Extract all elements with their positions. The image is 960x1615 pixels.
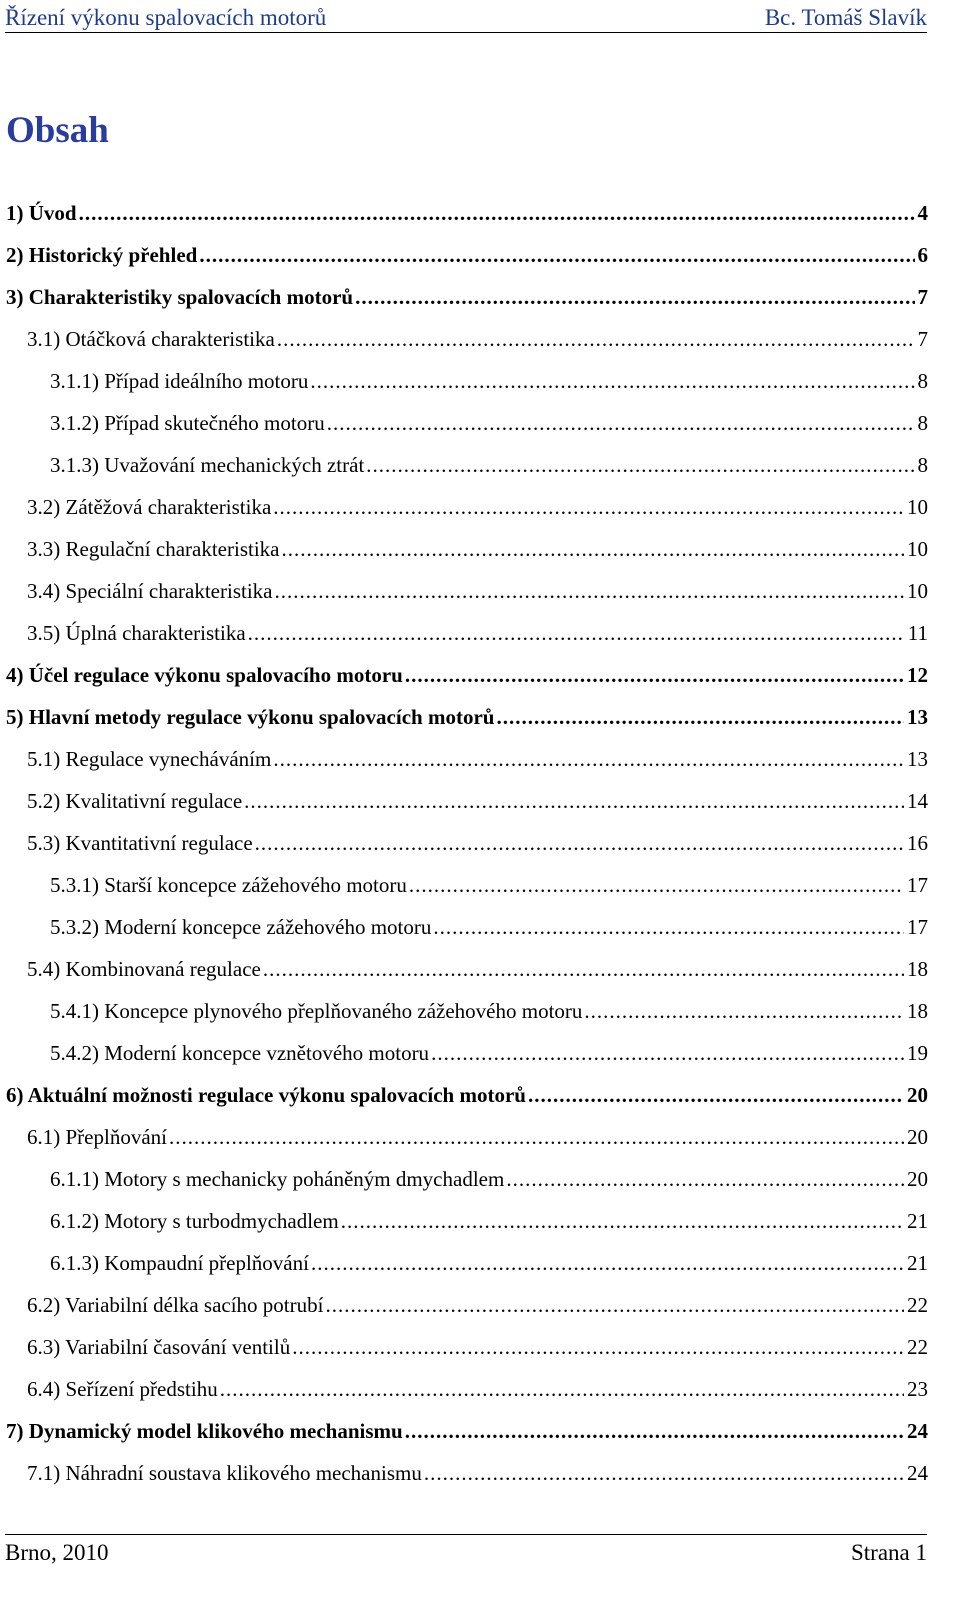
dot-leader: [405, 1410, 904, 1452]
toc-entry-page: 8: [917, 453, 928, 477]
toc-entry-label: 5.3.2) Moderní koncepce zážehového motoru: [50, 915, 432, 939]
dot-leader: [244, 780, 904, 822]
toc-entry-label: 3.4) Speciální charakteristika: [27, 579, 273, 603]
toc-entry-label: 6.2) Variabilní délka sacího potrubí: [27, 1293, 324, 1317]
toc-entry-label: 6.1.2) Motory s turbodmychadlem: [50, 1209, 339, 1233]
toc-entry[interactable]: [0, 486, 928, 528]
toc-entry[interactable]: [0, 276, 928, 318]
toc-entry[interactable]: [0, 990, 928, 1032]
toc-entry[interactable]: [0, 1368, 928, 1410]
toc-entry-page: 23: [907, 1377, 928, 1401]
toc-entry[interactable]: [0, 570, 928, 612]
toc-entry[interactable]: [0, 1326, 928, 1368]
dot-leader: [220, 1368, 904, 1410]
dot-leader: [409, 864, 904, 906]
dot-leader: [355, 276, 914, 318]
dot-leader: [169, 1116, 904, 1158]
toc-entry-label: 3.5) Úplná charakteristika: [27, 621, 246, 645]
toc-entry-label: 3.1.3) Uvažování mechanických ztrát: [50, 453, 365, 477]
dot-leader: [310, 360, 914, 402]
toc-entry-label: 4) Účel regulace výkonu spalovacího motoru: [6, 663, 403, 687]
toc-entry[interactable]: [0, 360, 928, 402]
dot-leader: [584, 990, 904, 1032]
dot-leader: [366, 444, 914, 486]
toc-entry-label: 3.1.2) Případ skutečného motoru: [50, 411, 325, 435]
toc-entry-page: 16: [907, 831, 928, 855]
page-footer: [5, 1534, 927, 1564]
toc-entry-page: 8: [917, 411, 928, 435]
toc-entry-label: 3.1.1) Případ ideálního motoru: [50, 369, 309, 393]
toc-entry-label: 5.1) Regulace vynecháváním: [27, 747, 272, 771]
toc-entry[interactable]: [0, 1116, 928, 1158]
toc-entry-label: 5.3) Kvantitativní regulace: [27, 831, 253, 855]
toc-entry[interactable]: [0, 906, 928, 948]
toc-entry-page: 21: [907, 1251, 928, 1275]
toc-entry-label: 6.1) Přeplňování: [27, 1125, 167, 1149]
toc-entry-page: 20: [907, 1167, 928, 1191]
toc-entry[interactable]: [0, 1032, 928, 1074]
toc-entry-page: 18: [907, 999, 928, 1023]
dot-leader: [424, 1452, 904, 1494]
toc-entry-label: 3.2) Zátěžová charakteristika: [27, 495, 272, 519]
toc-entry-page: 14: [907, 789, 928, 813]
toc-entry-page: 7: [917, 327, 928, 351]
toc-entry-label: 6.1.3) Kompaudní přeplňování: [50, 1251, 309, 1275]
page-title: Obsah: [6, 110, 109, 151]
toc-entry[interactable]: [0, 612, 928, 654]
dot-leader: [405, 654, 904, 696]
toc-entry-label: 2) Historický přehled: [6, 243, 198, 267]
toc-entry-page: 13: [907, 747, 928, 771]
toc-entry-label: 5) Hlavní metody regulace výkonu spalovacích motorů: [6, 705, 495, 729]
toc-entry-page: 17: [907, 915, 928, 939]
document-title: Řízení výkonu spalovacích motorů: [5, 5, 327, 30]
toc-entry[interactable]: [0, 234, 928, 276]
toc-entry[interactable]: [0, 738, 928, 780]
dot-leader: [341, 1200, 904, 1242]
toc-entry[interactable]: [0, 1074, 928, 1116]
toc-entry-page: 12: [907, 663, 928, 687]
dot-leader: [248, 612, 905, 654]
toc-entry[interactable]: [0, 528, 928, 570]
toc-entry-page: 10: [907, 537, 928, 561]
toc-entry-label: 6.1.1) Motory s mechanicky poháněným dmychadlem: [50, 1167, 505, 1191]
dot-leader: [273, 486, 904, 528]
dot-leader: [263, 948, 904, 990]
toc-entry[interactable]: [0, 654, 928, 696]
toc-entry[interactable]: [0, 822, 928, 864]
toc-entry-page: 17: [907, 873, 928, 897]
toc-entry-label: 5.4.1) Koncepce plynového přeplňovaného zážehového motoru: [50, 999, 583, 1023]
toc-entry[interactable]: [0, 780, 928, 822]
table-of-contents: [0, 192, 928, 1494]
dot-leader: [327, 402, 915, 444]
toc-entry[interactable]: [0, 1410, 928, 1452]
toc-entry[interactable]: [0, 444, 928, 486]
toc-entry[interactable]: [0, 1242, 928, 1284]
dot-leader: [199, 234, 914, 276]
toc-entry-label: 5.4.2) Moderní koncepce vznětového motoru: [50, 1041, 430, 1065]
dot-leader: [273, 738, 904, 780]
dot-leader: [79, 192, 915, 234]
toc-entry-page: 19: [907, 1041, 928, 1065]
dot-leader: [506, 1158, 904, 1200]
toc-entry[interactable]: [0, 402, 928, 444]
toc-entry-page: 20: [907, 1125, 928, 1149]
toc-entry[interactable]: [0, 1200, 928, 1242]
toc-entry-label: 5.2) Kvalitativní regulace: [27, 789, 243, 813]
page-number: Strana 1: [850, 1540, 927, 1565]
dot-leader: [255, 822, 904, 864]
toc-entry-page: 24: [907, 1461, 928, 1485]
toc-entry-page: 10: [907, 579, 928, 603]
author-name: Bc. Tomáš Slavík: [764, 5, 927, 30]
dot-leader: [292, 1326, 904, 1368]
dot-leader: [275, 570, 905, 612]
toc-entry[interactable]: [0, 1452, 928, 1494]
toc-entry-label: 6) Aktuální možnosti regulace výkonu spalovacích motorů: [6, 1083, 526, 1107]
toc-entry-page: 20: [907, 1083, 928, 1107]
toc-entry-page: 11: [907, 621, 928, 645]
toc-entry-label: 7) Dynamický model klikového mechanismu: [6, 1419, 403, 1443]
toc-entry[interactable]: [0, 1284, 928, 1326]
footer-location-year: Brno, 2010: [5, 1540, 109, 1565]
toc-entry[interactable]: [0, 318, 928, 360]
toc-entry-label: 3) Charakteristiky spalovacích motorů: [6, 285, 354, 309]
dot-leader: [433, 906, 904, 948]
toc-entry-label: 5.3.1) Starší koncepce zážehového motoru: [50, 873, 407, 897]
dot-leader: [325, 1284, 904, 1326]
dot-leader: [281, 528, 904, 570]
toc-entry[interactable]: [0, 948, 928, 990]
toc-entry-label: 3.1) Otáčková charakteristika: [27, 327, 275, 351]
toc-entry-page: 13: [907, 705, 928, 729]
toc-entry-page: 22: [907, 1293, 928, 1317]
dot-leader: [311, 1242, 904, 1284]
toc-entry[interactable]: [0, 192, 928, 234]
toc-entry[interactable]: [0, 864, 928, 906]
toc-entry-page: 7: [917, 285, 928, 309]
toc-entry[interactable]: [0, 696, 928, 738]
toc-entry-label: 6.4) Seřízení předstihu: [27, 1377, 218, 1401]
toc-entry-label: 7.1) Náhradní soustava klikového mechanismu: [27, 1461, 422, 1485]
toc-entry-page: 21: [907, 1209, 928, 1233]
page-header: [5, 0, 927, 33]
toc-entry-page: 18: [907, 957, 928, 981]
toc-entry-page: 4: [917, 201, 928, 225]
toc-entry-page: 10: [907, 495, 928, 519]
toc-entry-page: 24: [907, 1419, 928, 1443]
dot-leader: [496, 696, 904, 738]
toc-entry-label: 1) Úvod: [6, 201, 77, 225]
toc-entry-label: 5.4) Kombinovaná regulace: [27, 957, 261, 981]
toc-entry-page: 22: [907, 1335, 928, 1359]
toc-entry-page: 6: [917, 243, 928, 267]
dot-leader: [277, 318, 915, 360]
dot-leader: [431, 1032, 904, 1074]
toc-entry-label: 3.3) Regulační charakteristika: [27, 537, 280, 561]
toc-entry-page: 8: [917, 369, 928, 393]
dot-leader: [528, 1074, 904, 1116]
toc-entry[interactable]: [0, 1158, 928, 1200]
toc-entry-label: 6.3) Variabilní časování ventilů: [27, 1335, 291, 1359]
